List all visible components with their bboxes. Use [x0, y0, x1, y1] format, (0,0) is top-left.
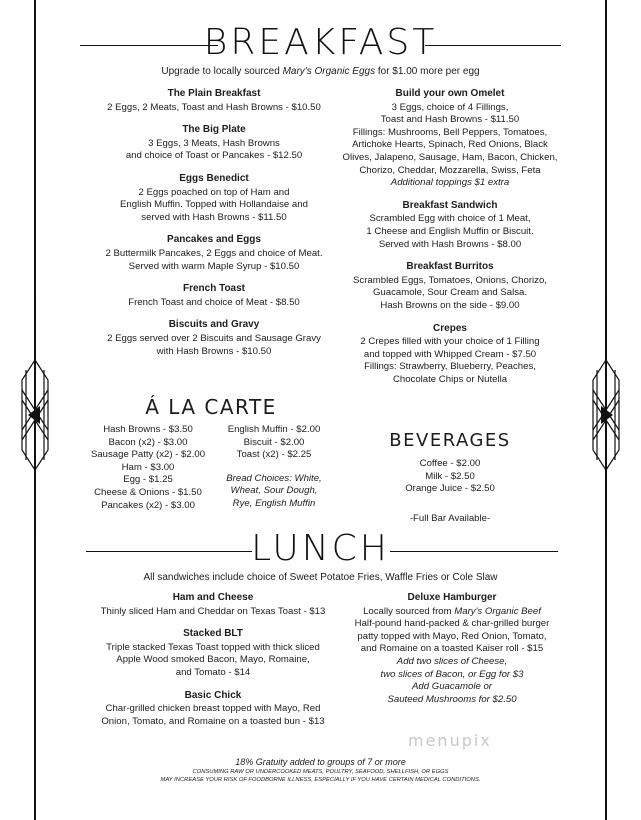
item-desc: 2 Crepes filled with your choice of 1 Filling [360, 336, 540, 348]
beverages-list [380, 458, 520, 496]
item-desc: Artichoke Hearts, Spinach, Red Onions, Black [352, 139, 548, 151]
item-desc: Served with Hash Browns - $8.00 [378, 238, 522, 250]
lunch-title: LUNCH [251, 528, 390, 569]
bread-choices: Wheat, Sour Dough, [230, 485, 318, 497]
full-bar-note: -Full Bar Available- [409, 513, 491, 524]
lunch-left-column [76, 592, 350, 738]
item-desc: 2 Eggs poached on top of Ham and [138, 186, 290, 198]
item-name: Stacked BLT [183, 628, 243, 640]
menu-item [76, 628, 350, 679]
item-desc: Half-pound hand-packed & char-grilled burger [354, 618, 550, 630]
item-name: Deluxe Hamburger [407, 592, 497, 603]
item-note: Add Guacamole or [412, 681, 492, 693]
ala-item: Sausage Patty (x2) - $2.00 [90, 449, 206, 461]
item-note: Additional toppings $1 extra [390, 177, 510, 189]
item-name: Pancakes and Eggs [167, 234, 261, 246]
item-name: Basic Chick [184, 689, 242, 701]
item-desc: and Romaine on a toasted Kaiser roll - $15 [360, 643, 544, 655]
item-name: Breakfast Sandwich [402, 199, 498, 211]
item-desc [334, 606, 570, 619]
subtitle-text: Upgrade to locally sourced [161, 66, 283, 77]
item-name: Ham and Cheese [172, 592, 254, 603]
item-desc: Apple Wood smoked Bacon, Mayo, Romaine, [116, 654, 310, 666]
menu-item [330, 323, 570, 387]
item-desc: Char-grilled chicken breast topped with Mayo, Red [105, 703, 321, 715]
bread-choices: Rye, English Muffin [232, 497, 316, 509]
item-name: French Toast [182, 283, 246, 295]
bread-choices: Bread Choices: White, [226, 472, 322, 484]
item-name: Breakfast Burritos [406, 261, 494, 273]
item-desc: 2 Eggs, 2 Meats, Toast and Hash Browns - $10.50 [107, 101, 321, 113]
item-desc: 2 Eggs served over 2 Biscuits and Sausage Gravy [107, 332, 321, 344]
menu-item [78, 319, 350, 358]
menu-item [334, 592, 570, 706]
menu-item [78, 173, 350, 224]
item-desc: Olives, Jalapeno, Sausage, Ham, Bacon, Chicken, [342, 151, 558, 163]
gratuity-note: 18% Gratuity added to groups of 7 or more [235, 757, 406, 767]
a-la-carte-title: Á LA CARTE [145, 395, 277, 419]
beverage-item: Orange Juice - $2.50 [405, 483, 495, 495]
item-name: Eggs Benedict [179, 172, 249, 184]
item-desc: Chocolate Chips or Nutella [392, 373, 508, 385]
menu-item [78, 88, 350, 114]
burger-source-emphasis: Mary's Organic Beef [454, 605, 541, 617]
lunch-subtitle: All sandwiches include choice of Sweet Potatoe Fries, Waffle Fries or Cole Slaw [143, 572, 498, 583]
item-desc: Thinly sliced Ham and Cheddar on Texas Toast - $13 [100, 605, 326, 617]
beverages-title: BEVERAGES [389, 430, 511, 451]
menu-item [76, 592, 350, 618]
menu-item [78, 124, 350, 163]
subtitle-emphasis: Mary's Organic Eggs [282, 66, 376, 77]
item-desc: 1 Cheese and English Muffin or Biscuit. [366, 225, 534, 237]
ala-item: Cheese & Onions - $1.50 [94, 486, 202, 498]
item-desc: Chorizo, Cheddar, Mozzarella, Swiss, Feta [359, 164, 541, 176]
food-warning-line2: MAY INCREASE YOUR RISK OF FOODBORNE ILLNESS, ESPECIALLY IF YOU HAVE CERTAIN MEDICAL CONDITIONS. [160, 777, 481, 783]
item-note: Add two slices of Cheese, [396, 655, 508, 667]
ala-item: English Muffin - $2.00 [227, 424, 321, 435]
subtitle-text-end: for $1.00 more per egg [375, 66, 480, 77]
menu-item [330, 88, 570, 190]
item-desc: Scrambled Egg with choice of 1 Meat, [369, 213, 531, 225]
ala-item: Biscuit - $2.00 [243, 436, 305, 448]
item-desc: Scrambled Eggs, Tomatoes, Onions, Chorizo, [353, 274, 547, 286]
menu-item [330, 200, 570, 251]
item-desc: 3 Eggs, choice of 4 Fillings, [391, 101, 509, 113]
breakfast-title: BREAKFAST [203, 22, 438, 63]
food-warning-line1: CONSUMING RAW OR UNDERCOOKED MEATS, POULTRY, SEAFOOD, SHELLFISH, OR EGGS [192, 769, 449, 775]
item-desc: Triple stacked Texas Toast topped with thick sliced [106, 641, 320, 653]
item-desc: and topped with Whipped Cream - $7.50 [363, 348, 537, 360]
ala-item: Pancakes (x2) - $3.00 [101, 499, 195, 511]
item-desc: and Tomato - $14 [175, 666, 251, 678]
breakfast-subtitle [0, 66, 641, 77]
ala-item: Bacon (x2) - $3.00 [108, 436, 188, 448]
item-desc: English Muffin. Topped with Hollandaise and [120, 199, 308, 211]
item-note: two slices of Bacon, or Egg for $3 [380, 668, 524, 680]
beverage-item: Coffee - $2.00 [419, 458, 481, 469]
menu-item [78, 283, 350, 309]
item-desc: Onion, Tomato, and Romaine on a toasted bun - $13 [101, 715, 325, 727]
lunch-right-column [334, 592, 570, 716]
art-deco-ornament-left [18, 300, 52, 530]
item-desc: 3 Eggs, 3 Meats, Hash Browns [148, 137, 280, 149]
item-desc: with Hash Browns - $10.50 [156, 345, 272, 357]
breakfast-left-column [78, 88, 350, 368]
art-deco-ornament-right [589, 300, 623, 530]
menu-item [78, 234, 350, 273]
item-note: Sauteed Mushrooms for $2.50 [387, 693, 517, 705]
a-la-carte-col2 [212, 424, 336, 511]
item-desc: Fillings: Mushrooms, Bell Peppers, Tomatoes, [352, 126, 548, 138]
item-desc: and choice of Toast or Pancakes - $12.50 [125, 150, 303, 162]
item-desc: Served with warm Maple Syrup - $10.50 [128, 260, 300, 272]
menupix-watermark: menupix [408, 731, 492, 750]
beverage-item: Milk - $2.50 [425, 470, 475, 482]
item-desc: French Toast and choice of Meat - $8.50 [128, 296, 300, 308]
burger-source-text: Locally sourced from [363, 605, 455, 617]
item-name: Build your own Omelet [395, 88, 505, 99]
a-la-carte-col1 [76, 424, 220, 512]
item-desc: served with Hash Browns - $11.50 [141, 211, 287, 223]
menu-item [76, 690, 350, 729]
ala-item: Hash Browns - $3.50 [103, 424, 193, 435]
ala-item: Egg - $1.25 [123, 474, 173, 486]
menu-item [330, 261, 570, 312]
ala-item: Toast (x2) - $2.25 [236, 449, 312, 461]
item-name: The Big Plate [182, 124, 246, 136]
ala-item: Ham - $3.00 [121, 461, 175, 473]
breakfast-right-column [330, 88, 570, 396]
item-name: Biscuits and Gravy [168, 319, 260, 331]
item-name: Crepes [433, 322, 467, 334]
item-desc: Toast and Hash Browns - $11.50 [380, 114, 520, 126]
item-desc: Hash Browns on the side - $9.00 [380, 299, 520, 311]
item-desc: patty topped with Mayo, Red Onion, Tomato, [357, 630, 547, 642]
item-desc: Fillings: Strawberry, Blueberry, Peaches, [364, 361, 536, 373]
item-desc: 2 Buttermilk Pancakes, 2 Eggs and choice of Meat. [105, 247, 323, 259]
item-desc: Guacamole, Sour Cream and Salsa. [372, 287, 528, 299]
item-name: The Plain Breakfast [167, 88, 261, 99]
